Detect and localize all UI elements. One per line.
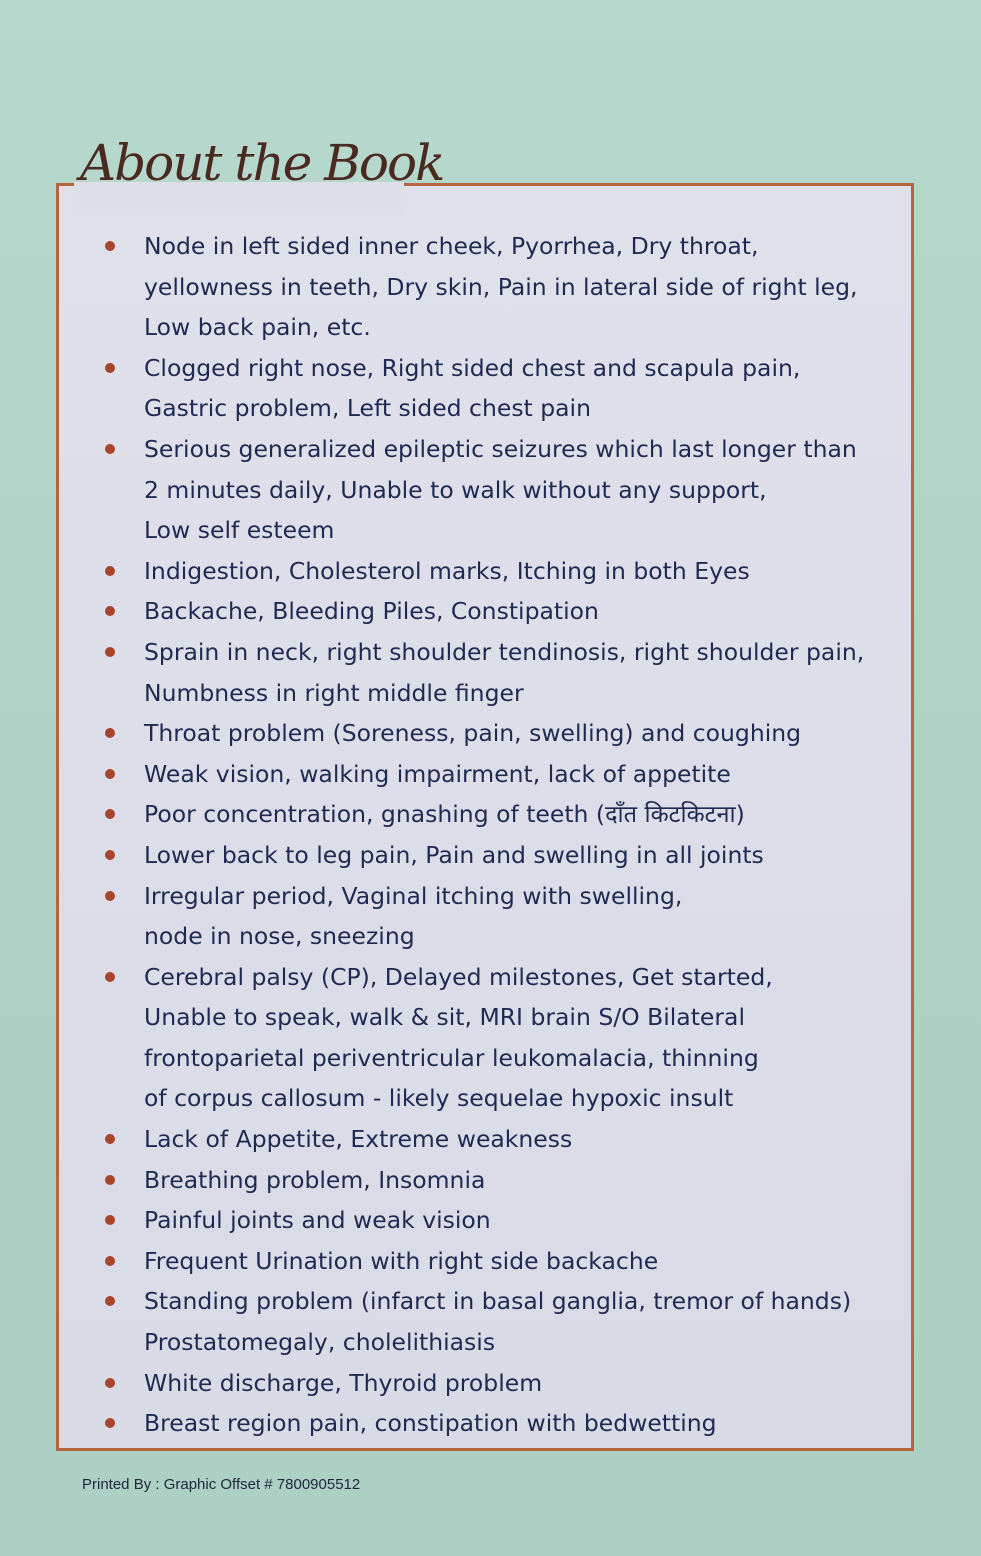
ailment-list-item	[100, 1403, 900, 1444]
bullet-icon	[105, 809, 115, 819]
ailment-line-text: node in nose, sneezing	[144, 922, 415, 951]
bullet-icon	[105, 363, 115, 373]
bullet-icon	[105, 728, 115, 738]
about-book-title: About the Book	[80, 134, 444, 192]
ailment-line-text: 2 minutes daily, Unable to walk without any support,	[144, 475, 767, 504]
ailment-line-text: yellowness in teeth, Dry skin, Pain in lateral side of right leg,	[144, 272, 858, 301]
bullet-icon	[105, 566, 115, 576]
ailment-line-text: of corpus callosum - likely sequelae hypoxic insult	[144, 1084, 734, 1113]
bullet-icon	[105, 850, 115, 860]
ailment-line-text: Numbness in right middle finger	[144, 678, 524, 707]
ailment-line-text: Clogged right nose, Right sided chest and scapula pain,	[144, 353, 801, 382]
ailment-line-text: Indigestion, Cholesterol marks, Itching in both Eyes	[144, 556, 750, 585]
ailment-list-item	[100, 957, 900, 1119]
ailment-line-text: Breast region pain, constipation with bedwetting	[144, 1409, 717, 1438]
ailment-line-text: Poor concentration, gnashing of teeth (दाँत किटकिटना)	[144, 800, 745, 829]
bullet-icon	[105, 1215, 115, 1225]
ailment-line-text: Lack of Appetite, Extreme weakness	[144, 1125, 573, 1154]
ailment-line-text: Cerebral palsy (CP), Delayed milestones, Get started,	[144, 962, 773, 991]
bullet-icon	[105, 1256, 115, 1266]
ailment-line-text: Painful joints and weak vision	[144, 1206, 491, 1235]
bullet-icon	[105, 1296, 115, 1306]
ailment-line-text: Sprain in neck, right shoulder tendinosis, right shoulder pain,	[144, 637, 865, 666]
ailment-list-item	[100, 1241, 900, 1282]
ailment-line-text: Serious generalized epileptic seizures which last longer than	[144, 434, 857, 463]
ailment-list-item	[100, 1119, 900, 1160]
ailment-line-text: Node in left sided inner cheek, Pyorrhea, Dry throat,	[144, 232, 759, 260]
ailment-line-text: Throat problem (Soreness, pain, swelling) and coughing	[144, 719, 802, 748]
ailment-list-item	[100, 1200, 900, 1241]
bullet-icon	[105, 972, 115, 982]
ailment-list-item	[100, 1281, 900, 1362]
ailment-list-item	[100, 632, 900, 713]
ailment-list-item	[100, 429, 900, 551]
ailment-list-item	[100, 226, 900, 348]
bullet-icon	[105, 1175, 115, 1185]
ailment-line-text: Standing problem (infarct in basal ganglia, tremor of hands)	[144, 1287, 852, 1316]
ailment-line-text: Weak vision, walking impairment, lack of appetite	[144, 759, 731, 788]
ailment-list-item	[100, 551, 900, 592]
ailment-list-item	[100, 348, 900, 429]
ailment-line-text: Unable to speak, walk & sit, MRI brain S/O Bilateral	[144, 1003, 745, 1032]
ailment-line-text: Low self esteem	[144, 516, 335, 545]
ailment-list-item	[100, 1363, 900, 1404]
ailment-list-item	[100, 1160, 900, 1201]
ailment-list-item	[100, 754, 900, 795]
ailment-line-text: Lower back to leg pain, Pain and swelling in all joints	[144, 840, 764, 869]
ailment-line-text: White discharge, Thyroid problem	[144, 1368, 543, 1397]
bullet-icon	[105, 444, 115, 454]
bullet-icon	[105, 1378, 115, 1388]
bullet-icon	[105, 241, 115, 251]
bullet-icon	[105, 769, 115, 779]
ailment-line-text: Irregular period, Vaginal itching with swelling,	[144, 881, 683, 910]
ailment-line-text: frontoparietal periventricular leukomalacia, thinning	[144, 1043, 759, 1072]
bullet-icon	[105, 606, 115, 616]
ailment-list-item	[100, 713, 900, 754]
ailment-line-text: Backache, Bleeding Piles, Constipation	[144, 597, 599, 626]
ailment-list	[100, 226, 900, 1444]
bullet-icon	[105, 1418, 115, 1428]
bullet-icon	[105, 647, 115, 657]
ailment-list-item	[100, 835, 900, 876]
ailment-line-text: Prostatomegaly, cholelithiasis	[144, 1328, 496, 1357]
ailment-line-text: Low back pain, etc.	[144, 313, 371, 342]
ailment-list-item	[100, 876, 900, 957]
ailment-list-item	[100, 794, 900, 835]
bullet-icon	[105, 1134, 115, 1144]
bullet-icon	[105, 891, 115, 901]
ailment-list-item	[100, 591, 900, 632]
printer-credit: Printed By : Graphic Offset # 7800905512	[82, 1476, 361, 1493]
ailment-line-text: Frequent Urination with right side backache	[144, 1246, 659, 1275]
ailment-line-text: Breathing problem, Insomnia	[144, 1165, 486, 1194]
ailment-line-text: Gastric problem, Left sided chest pain	[144, 394, 591, 423]
